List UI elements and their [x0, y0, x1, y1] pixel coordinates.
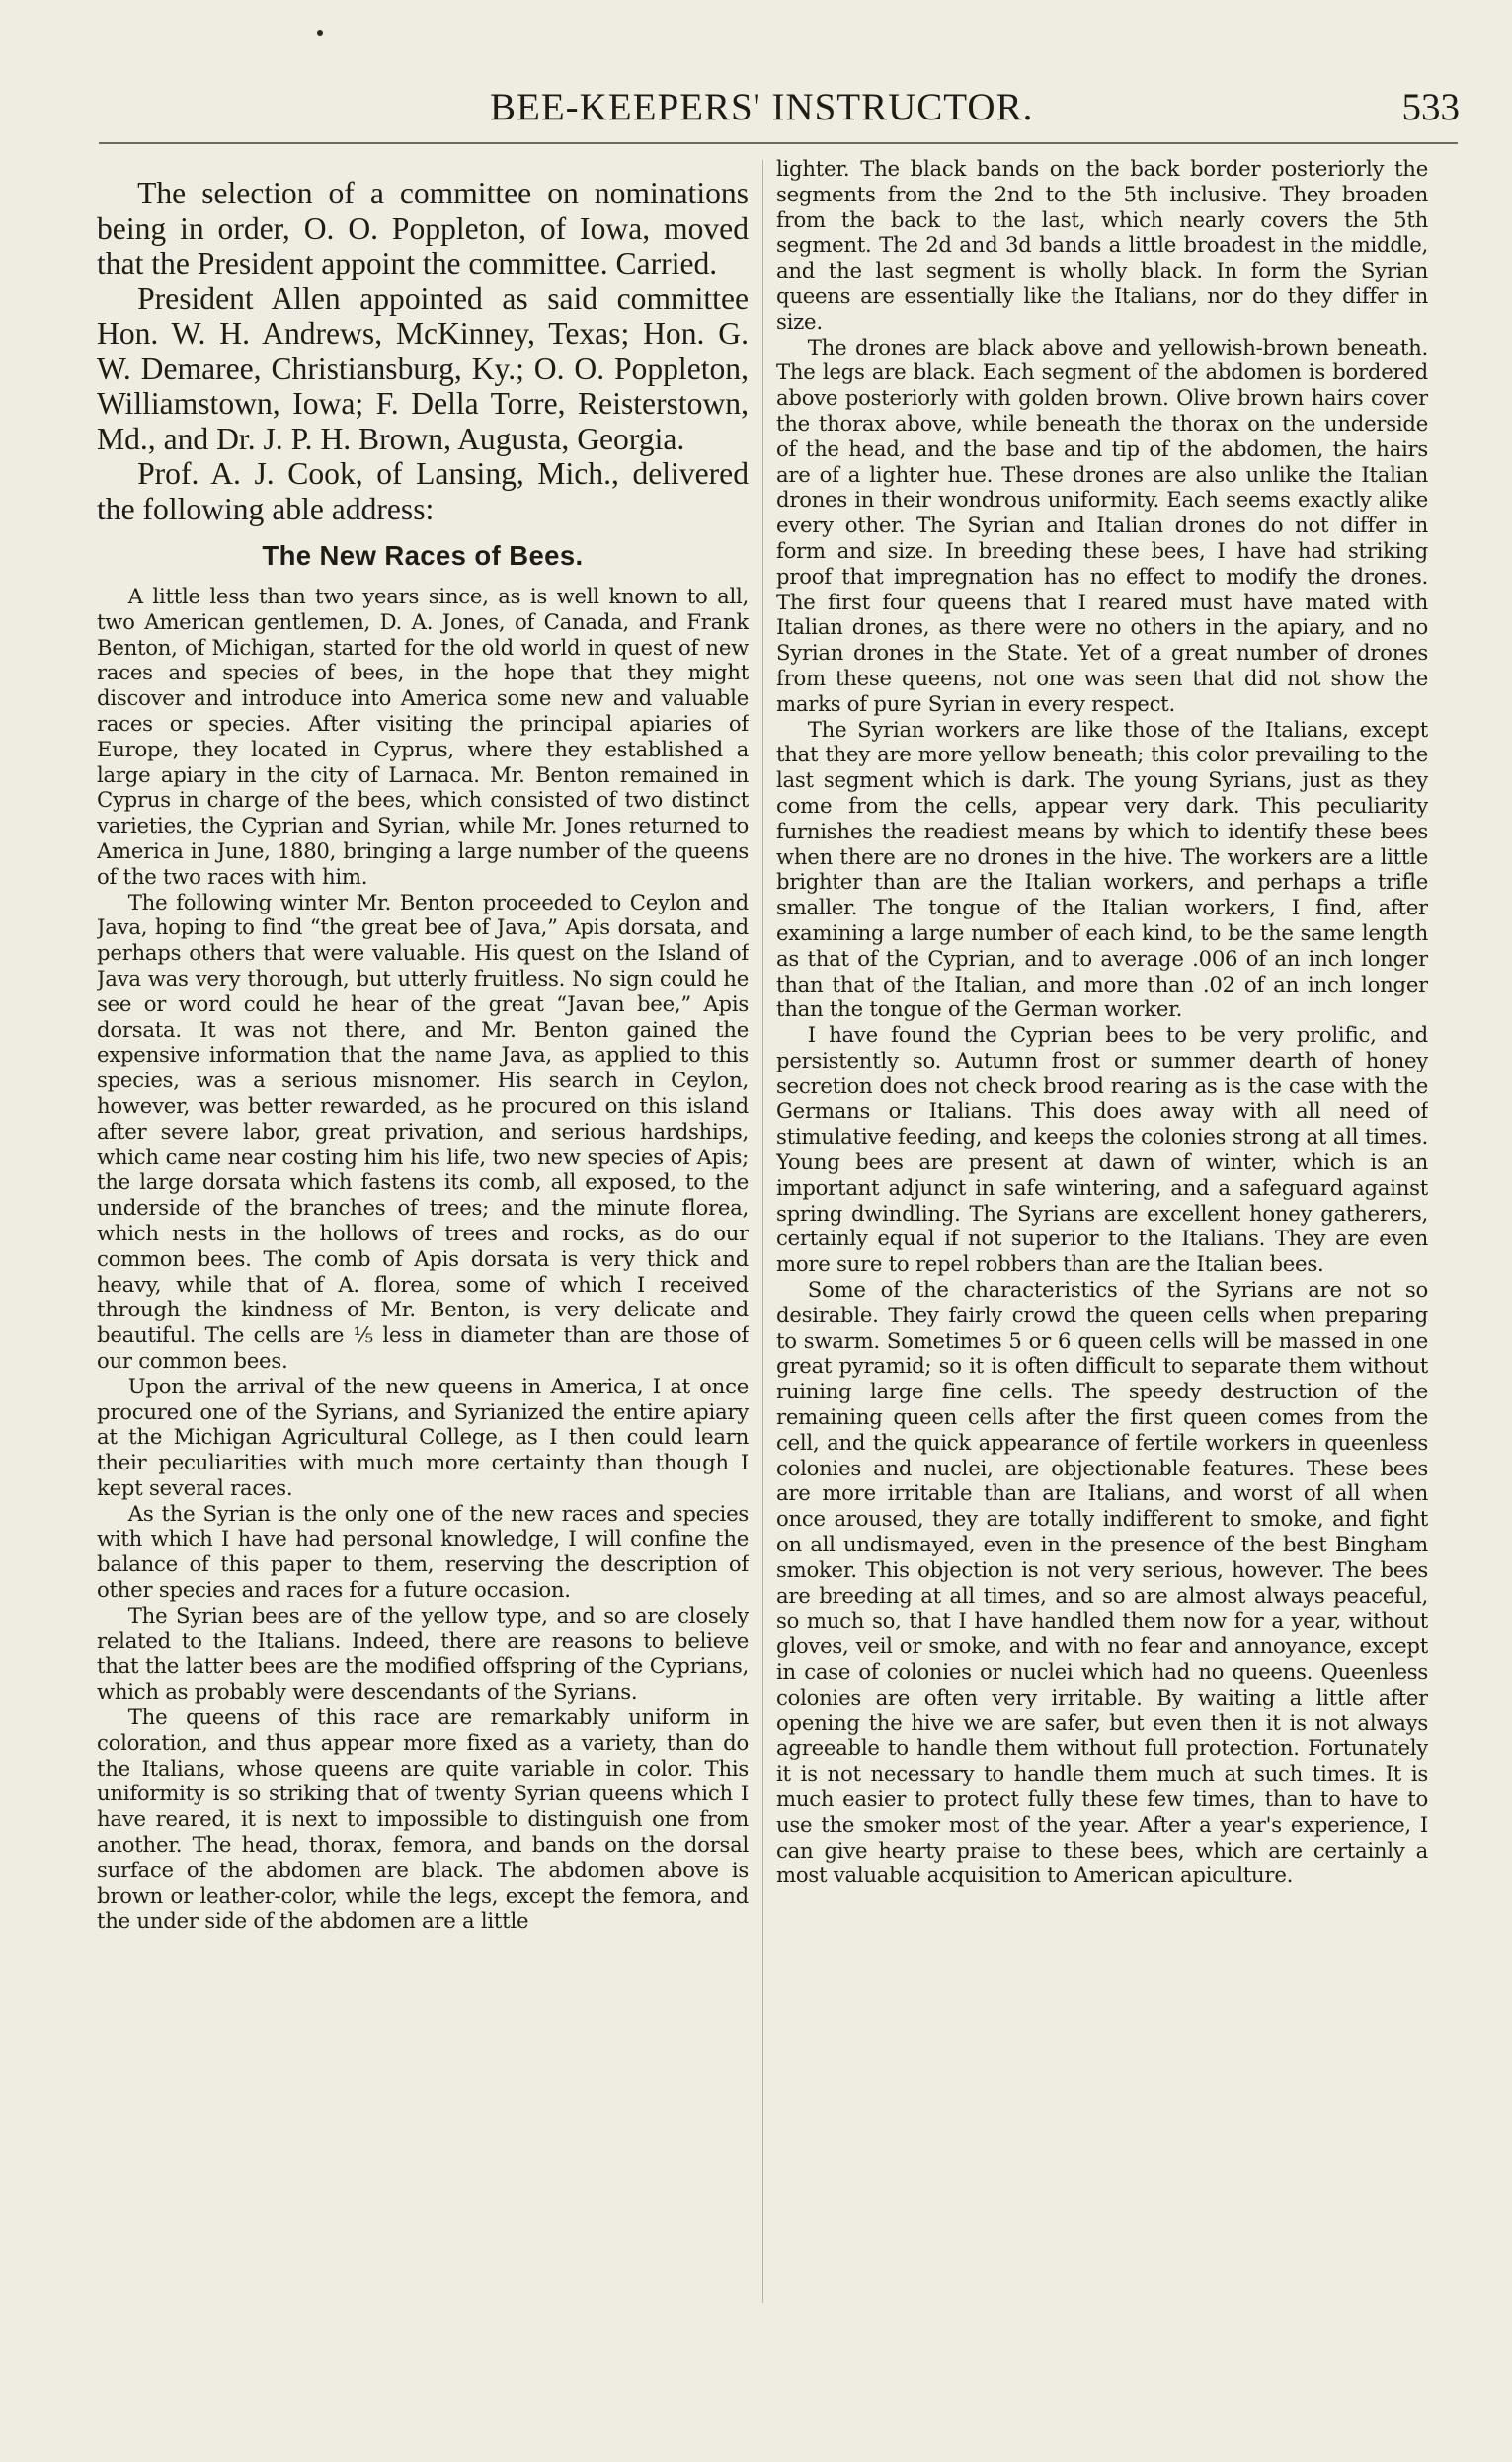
ink-speck [317, 30, 323, 36]
right-column [776, 148, 1428, 2370]
paragraph: President Allen appointed as said committee Hon. W. H. Andrews, McKinney, Texas; Hon. G. W. Demaree, Christiansburg, Ky.; O. O. Poppleton, Williamstown, Iowa; F. Della Torre, Reisterstown, Md., and Dr. J. P. H. Brown, Augusta, Georgia. [97, 280, 749, 456]
header-rule [99, 142, 1458, 144]
paragraph: I have found the Cyprian bees to be very prolific, and persistently so. Autumn frost or summer dearth of honey secretion does not check brood rearing as is the case with the Germans or Italians. This does away with all need of stimulative feeding, and keeps the colonies strong at all times. Young bees are present at dawn of winter, which is an important adjunct in safe wintering, and a safeguard against spring dwindling. The Syrians are excellent honey gatherers, certainly equal if not superior to the Italians. They are even more sure to repel robbers than are the Italian bees. [776, 1022, 1428, 1277]
paragraph: The selection of a committee on nominations being in order, O. O. Poppleton, of Iowa, moved that the President appoint the committee. Carried. [97, 176, 749, 280]
paragraph: The queens of this race are remarkably uniform in coloration, and thus appear more fixed as a variety, than do the Italians, whose queens are quite variable in color. This uniformity is so striking that of twenty Syrian queens which I have reared, it is next to impossible to distinguish one from another. The head, thorax, femora, and bands on the dorsal surface of the abdomen are black. The abdomen above is brown or leather-color, while the legs, except the femora, and the under side of the abdomen are a little [97, 1705, 749, 1934]
article-body-right [776, 156, 1428, 1888]
paragraph: lighter. The black bands on the back border posteriorly the segments from the 2nd to the 5th inclusive. They broaden from the back to the last, which nearly covers the 5th segment. The 2d and 3d bands a little broadest in the middle, and the last segment is wholly black. In form the Syrian queens are essentially like the Italians, nor do they differ in size. [776, 156, 1428, 334]
article-heading: The New Races of Bees. [262, 540, 584, 571]
page-header [97, 85, 1460, 134]
paragraph: The drones are black above and yellowish-brown beneath. The legs are black. Each segment of the abdomen is bordered above posteriorly with golden brown. Olive brown hairs cover the thorax above, while beneath the thorax on the underside of the head, and the base and tip of the abdomen, the hairs are of a lighter hue. These drones are also unlike the Italian drones in their wondrous uniformity. Each seems exactly alike every other. The Syrian and Italian drones do not differ in form and size. In breeding these bees, I have had striking proof that impregnation has no effect to modify the drones. The first four queens that I reared must have mated with Italian drones, as there were no others in the apiary, and no Syrian drones in the State. Yet of a great number of drones from these queens, not one was seen that did not show the marks of pure Syrian in every respect. [776, 334, 1428, 716]
paragraph: A little less than two years since, as is well known to all, two American gentlemen, D. A. Jones, of Canada, and Frank Benton, of Michigan, started for the old world in quest of new races and species of bees, in the hope that they might discover and introduce into America some new and valuable races or species. After visiting the principal apiaries of Europe, they located in Cyprus, where they established a large apiary in the city of Larnaca. Mr. Benton remained in Cyprus in charge of the bees, which consisted of two distinct varieties, the Cyprian and Syrian, while Mr. Jones returned to America in June, 1880, bringing a large number of the queens of the two races with him. [97, 584, 749, 889]
paragraph: Upon the arrival of the new queens in America, I at once procured one of the Syrians, and Syrianized the entire apiary at the Michigan Agricultural College, as I then could learn their peculiarities with much more certainty than though I kept several races. [97, 1373, 749, 1500]
convention-proceedings [97, 176, 749, 526]
paragraph: The Syrian workers are like those of the Italians, except that they are more yellow beneath; this color prevailing to the last segment which is dark. The young Syrians, just as they come from the cells, appear very dark. This peculiarity furnishes the readiest means by which to identify these bees when there are no drones in the hive. The workers are a little brighter than are the Italian workers, and perhaps a trifle smaller. The tongue of the Italian workers, I find, after examining a large number of each kind, to be the same length as that of the Cyprian, and to average .006 of an inch longer than that of the Italian, and more than .02 of an inch longer than the tongue of the German worker. [776, 716, 1428, 1022]
left-column [97, 148, 749, 2370]
paragraph: Some of the characteristics of the Syrians are not so desirable. They fairly crowd the queen cells when preparing to swarm. Sometimes 5 or 6 queen cells will be massed in one great pyramid; so it is often difficult to separate them without ruining large fine cells. The speedy destruction of the remaining queen cells after the first queen comes from the cell, and the quick appearance of fertile workers in queenless colonies and nuclei, are objectionable features. These bees are more irritable than are Italians, and worst of all when once aroused, they are totally indifferent to smoke, and fight on all undismayed, even in the presence of the best Bingham smoker. This objection is not very serious, however. The bees are breeding at all times, and so are almost always peaceful, so much so, that I have handled them now for a year, without gloves, veil or smoke, and with no fear and annoyance, except in case of colonies or nuclei which had no queens. Queenless colonies are often very irritable. By waiting a little after opening the hive we are safer, but even then it is not always agreeable to handle them without full protection. Fortunately it is not necessary to handle them much at such times. It is much easier to protect fully these few times, than to have to use the smoker most of the year. After a year's experience, I can give hearty praise to these bees, which are certainly a most valuable acquisition to American apiculture. [776, 1277, 1428, 1888]
paragraph: The following winter Mr. Benton proceeded to Ceylon and Java, hoping to find “the great bee of Java,” Apis dorsata, and perhaps others that were valuable. His quest on the Island of Java was very thorough, but utterly fruitless. No sign could he see or word could he hear of the great “Javan bee,” Apis dorsata. It was not there, and Mr. Benton gained the expensive information that the name Java, as applied to this species, was a serious misnomer. His search in Ceylon, however, was better rewarded, as he procured on this island after severe labor, great privation, and serious hardships, which came near costing him his life, two new species of Apis; the large dorsata which fastens its comb, all exposed, to the underside of the branches of trees; and the minute florea, which nests in the hollows of trees and rocks, as do our common bees. The comb of Apis dorsata is very thick and heavy, while that of A. florea, some of which I received through the kindness of Mr. Benton, is very delicate and beautiful. The cells are ⅕ less in diameter than are those of our common bees. [97, 889, 749, 1373]
paragraph: As the Syrian is the only one of the new races and species with which I have had personal knowledge, I will confine the balance of this paper to them, reserving the description of other species and races for a future occasion. [97, 1500, 749, 1603]
paragraph: Prof. A. J. Cook, of Lansing, Mich., delivered the following able address: [97, 456, 749, 526]
column-divider [762, 160, 763, 2303]
article-body-left [97, 584, 749, 1934]
page-number: 533 [1401, 86, 1460, 128]
paragraph: The Syrian bees are of the yellow type, and so are closely related to the Italians. Indeed, there are reasons to believe that the latter bees are the modified offspring of the Cyprians, which as probably were descendants of the Syrians. [97, 1602, 749, 1705]
running-title: BEE-KEEPERS' INSTRUCTOR. [490, 86, 1034, 128]
